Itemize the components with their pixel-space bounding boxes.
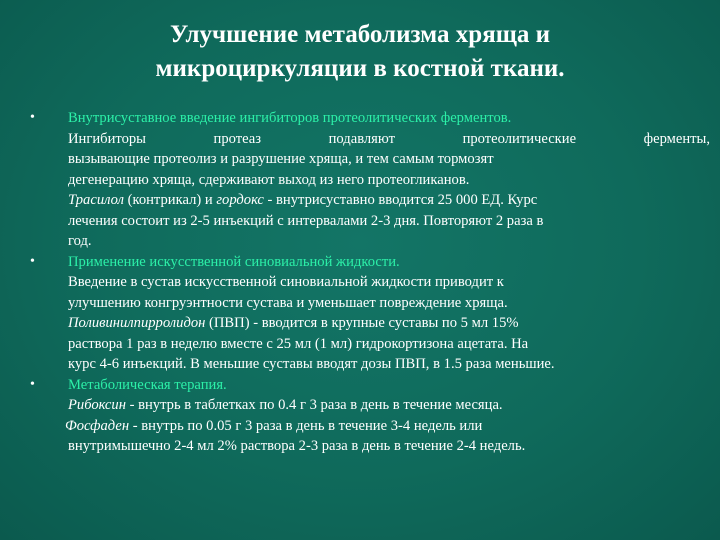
slide-title (60, 18, 660, 86)
section-1-tail-line-3: год. (68, 233, 92, 249)
drug-riboxin: Рибоксин (68, 397, 126, 413)
section-2-tail-1: (ПВП) - вводится в крупные суставы по 5 мл 15% (205, 315, 519, 331)
bullet-section-3 (30, 375, 710, 457)
section-3-fosfaden-line (65, 416, 710, 437)
bullet-section-2 (30, 252, 710, 375)
section-3-tail-line-2: внутримышечно 2-4 мл 2% раствора 2-3 раза в день в течение 2-4 недель. (68, 438, 526, 454)
title-line-1: Улучшение метаболизма хряща и (170, 21, 550, 48)
section-2-desc-line-1: Введение в сустав искусственной синовиальной жидкости приводит к (68, 274, 504, 290)
section-1-desc-line-3: дегенерацию хряща, сдерживают выход из него протеогликанов. (68, 171, 470, 188)
bullet-section-1 (30, 108, 710, 252)
slide-content (30, 108, 710, 457)
section-2-heading: Применение искусственной синовиальной жидкости. (68, 253, 400, 270)
bullet-icon: • (30, 253, 35, 269)
section-3-tail-1: - внутрь в таблетках по 0.4 г 3 раза в день в течение месяца. (125, 397, 503, 413)
section-3-tail-2: - внутрь по 0.05 г 3 раза в день в течение 3-4 недель или (129, 417, 483, 434)
section-1-desc-line-2: вызывающие протеолиз и разрушение хряща, и тем самым тормозят (68, 151, 494, 167)
title-line-2: микроциркуляции в костной ткани. (155, 55, 565, 82)
drug-pvp: Поливинилпирролидон (68, 315, 206, 331)
section-2-drug-line (68, 313, 710, 334)
section-3-heading: Метаболическая терапия. (68, 376, 227, 393)
section-2-tail-line-2: раствора 1 раз в неделю вместе с 25 мл (1 мл) гидрокортизона ацетата. На (68, 335, 529, 352)
section-2-desc-line-2: улучшению конгруэнтности сустава и уменьшает повреждение хряща. (68, 294, 508, 311)
drug-trasylol: Трасилол (68, 192, 124, 208)
drug-gordox: гордокс (216, 192, 264, 208)
section-2-tail-line-3: курс 4-6 инъекций. В меньшие суставы вводят дозы ПВП, в 1.5 раза меньшие. (68, 356, 555, 372)
bullet-icon: • (30, 110, 35, 125)
drug-fosfaden: Фосфаден (65, 417, 130, 434)
bullet-icon: • (30, 376, 35, 392)
section-1-tail-line-2: лечения состоит из 2-5 инъекций с интервалами 2-3 дня. Повторяют 2 раза в (68, 212, 544, 229)
section-1-heading: Внутрисуставное введение ингибиторов протеолитических ферментов. (68, 110, 512, 126)
section-1-drug-line (68, 190, 710, 211)
section-3-riboxin-line (68, 395, 710, 416)
section-1-mid: (контрикал) и (123, 192, 217, 208)
section-1-tail-1: - внутрисуставно вводится 25 000 ЕД. Курс (263, 192, 538, 208)
section-1-desc-line-1: Ингибиторы протеаз подавляют протеолитические ферменты, (68, 130, 710, 147)
